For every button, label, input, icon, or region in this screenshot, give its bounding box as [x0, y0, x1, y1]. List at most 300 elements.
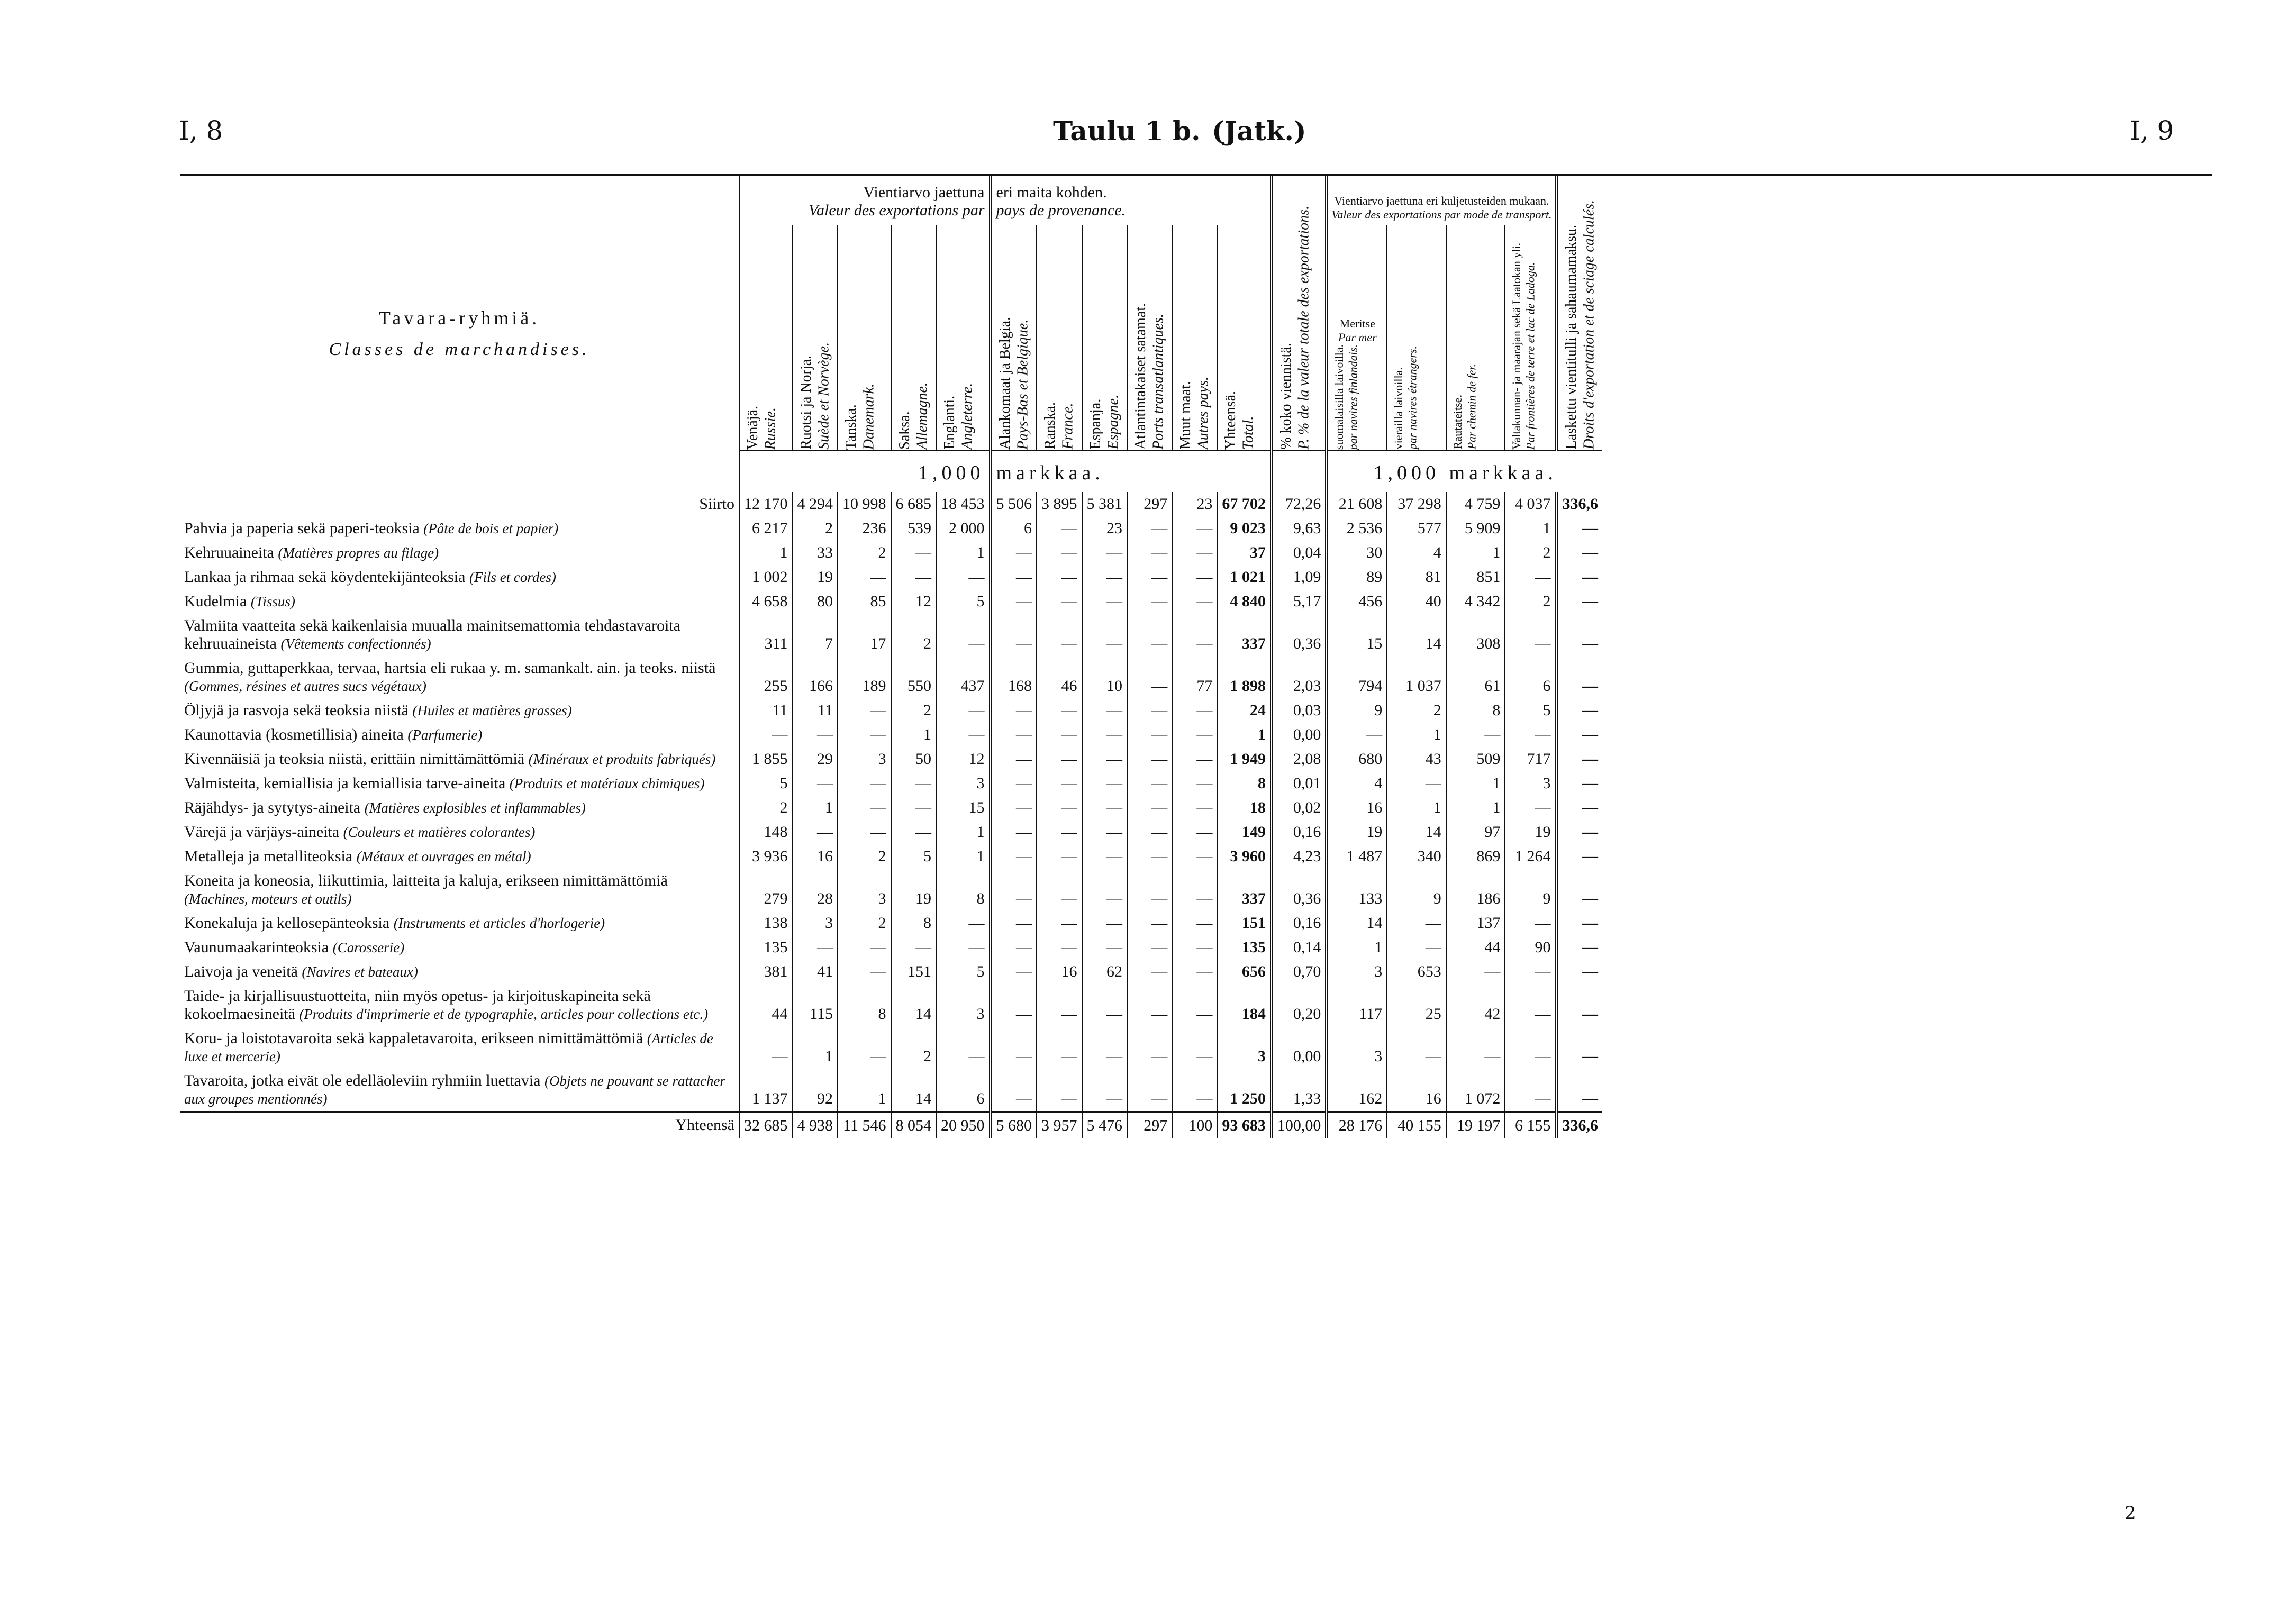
table-cell: — [1557, 984, 1603, 1026]
table-cell: 33 [793, 541, 838, 565]
table-cell: — [1127, 935, 1172, 960]
table-cell: 23 [1172, 492, 1217, 516]
table-cell: 14 [1387, 820, 1446, 844]
row-label [180, 516, 739, 541]
table-cell: — [1127, 844, 1172, 869]
table-cell: — [1082, 723, 1128, 747]
table-cell: — [991, 565, 1037, 589]
table-cell: — [1557, 796, 1603, 820]
footnote-mark: 2 [2125, 1502, 2136, 1524]
table-cell: 85 [838, 589, 891, 614]
table-cell: — [991, 911, 1037, 935]
sea-header-fi: Meritse [1339, 316, 1375, 330]
table-cell: — [838, 723, 891, 747]
table-cell: 6 155 [1505, 1112, 1556, 1138]
table-cell: — [1037, 935, 1082, 960]
table-cell: — [1037, 1069, 1082, 1112]
table-cell: 9 023 [1217, 516, 1272, 541]
table-cell: — [1172, 614, 1217, 656]
table-cell: — [1387, 1026, 1446, 1069]
table-cell: 336,6 [1557, 492, 1603, 516]
table-row [180, 960, 1602, 984]
row-label-fi: Valmiita vaatteita sekä kaikenlaisia muualla mainitsemattomia tehdastavaroita kehruuaineista [184, 617, 680, 652]
table-row [180, 565, 1602, 589]
table-cell: 0,14 [1272, 935, 1327, 960]
table-cell: — [1127, 869, 1172, 911]
table-cell: 717 [1505, 747, 1556, 771]
table-cell: — [838, 1026, 891, 1069]
col-header-foreign-ships: vierailla laivoilla. par navires étrangers. [1387, 225, 1446, 450]
table-cell: 18 [1217, 796, 1272, 820]
table-cell: 115 [793, 984, 838, 1026]
table-cell: — [1037, 820, 1082, 844]
table-cell: 5 [936, 589, 991, 614]
table-cell: 3 [793, 911, 838, 935]
table-cell: — [1037, 911, 1082, 935]
table-cell: 14 [891, 984, 937, 1026]
col-header-transatlantic: Atlantintakaiset satamat. Ports transatlantiques. [1127, 225, 1172, 450]
table-cell: — [1127, 984, 1172, 1026]
table-cell: 0,03 [1272, 698, 1327, 723]
table-cell: — [1505, 984, 1556, 1026]
col-header-denmark: Tanska. Danemark. [838, 225, 891, 450]
table-cell: — [1127, 541, 1172, 565]
table-cell: — [991, 820, 1037, 844]
table-cell: 2 [1505, 541, 1556, 565]
table-cell: — [1557, 911, 1603, 935]
table-cell: 5 909 [1446, 516, 1505, 541]
table-cell: — [991, 844, 1037, 869]
table-cell: — [891, 820, 937, 844]
table-cell: 67 702 [1217, 492, 1272, 516]
table-cell: 1 021 [1217, 565, 1272, 589]
table-cell: — [1037, 869, 1082, 911]
table-cell: — [936, 1026, 991, 1069]
table-row [180, 492, 1602, 516]
row-label-fi: Koru- ja loistotavaroita sekä kappaletavaroita, erikseen nimittämättömiä [184, 1029, 643, 1047]
span-header-right-fr: pays de provenance. [996, 202, 1126, 220]
table-cell: 80 [793, 589, 838, 614]
units-percent-spacer [1272, 450, 1327, 492]
table-cell: — [1505, 1026, 1556, 1069]
table-cell: 92 [793, 1069, 838, 1112]
row-label-fr: (Navires et bateaux) [302, 964, 418, 980]
table-cell: — [1127, 698, 1172, 723]
table-cell: 32 685 [739, 1112, 793, 1138]
table-row [180, 656, 1602, 698]
table-cell: — [1082, 747, 1128, 771]
table-cell: 9,63 [1272, 516, 1327, 541]
table-cell: — [1557, 820, 1603, 844]
table-cell: 1 898 [1217, 656, 1272, 698]
table-cell: 138 [739, 911, 793, 935]
table-cell: — [936, 614, 991, 656]
table-cell: 680 [1327, 747, 1387, 771]
table-cell: — [1446, 723, 1505, 747]
table-cell: — [1387, 911, 1446, 935]
row-label-fi: Öljyjä ja rasvoja sekä teoksia niistä [184, 701, 409, 719]
row-label-fr: (Tissus) [250, 594, 295, 609]
row-label-fi: Kivennäisiä ja teoksia niistä, erittäin nimittämättömiä [184, 750, 525, 768]
table-cell: 20 950 [936, 1112, 991, 1138]
table-cell: — [1037, 541, 1082, 565]
table-cell: 0,20 [1272, 984, 1327, 1026]
table-cell: 2 [838, 541, 891, 565]
row-label-fi: Valmisteita, kemiallisia ja kemiallisia tarve-aineita [184, 774, 506, 792]
table-cell: 15 [936, 796, 991, 820]
table-cell: 93 683 [1217, 1112, 1272, 1138]
group-header [180, 175, 739, 492]
row-label-fr: (Huiles et matières grasses) [412, 703, 572, 718]
table-cell: — [838, 960, 891, 984]
table-cell: — [1172, 820, 1217, 844]
table-cell: — [1557, 723, 1603, 747]
row-label [180, 565, 739, 589]
row-label [180, 541, 739, 565]
table-cell: 1 487 [1327, 844, 1387, 869]
table-cell: — [991, 796, 1037, 820]
table-cell: — [838, 565, 891, 589]
table-cell: — [1505, 796, 1556, 820]
table-cell: 0,00 [1272, 1026, 1327, 1069]
row-label [180, 820, 739, 844]
table-cell: — [1082, 1069, 1128, 1112]
table-cell: 0,16 [1272, 911, 1327, 935]
table-cell: 2 [838, 911, 891, 935]
table-cell: 1 037 [1387, 656, 1446, 698]
table-cell: 0,04 [1272, 541, 1327, 565]
export-table [180, 175, 1602, 1138]
table-cell: 28 [793, 869, 838, 911]
row-label [180, 1026, 739, 1069]
table-cell: 1 [1327, 935, 1387, 960]
col-header-netherlands-belgium: Alankomaat ja Belgia. Pays-Bas et Belgique. [991, 225, 1037, 450]
table-cell: — [1557, 516, 1603, 541]
table-cell: 2 000 [936, 516, 991, 541]
table-cell: 186 [1446, 869, 1505, 911]
table-cell: 5 [1505, 698, 1556, 723]
col-header-other-countries: Muut maat. Autres pays. [1172, 225, 1217, 450]
row-label-fi: Laivoja ja veneitä [184, 963, 298, 980]
table-cell: 97 [1446, 820, 1505, 844]
transport-header-fr: Valeur des exportations par mode de transport. [1331, 208, 1552, 222]
table-cell: 3 [1327, 1026, 1387, 1069]
table-cell: 10 [1082, 656, 1128, 698]
table-cell: — [1505, 960, 1556, 984]
table-cell: — [1172, 1026, 1217, 1069]
row-label-fr: (Objets ne pouvant se rattacher aux groupes mentionnés) [184, 1073, 725, 1107]
table-cell: 133 [1327, 869, 1387, 911]
units-mid: markkaa. [991, 450, 1272, 492]
table-cell: 308 [1446, 614, 1505, 656]
table-cell: — [936, 723, 991, 747]
table-cell: 1 264 [1505, 844, 1556, 869]
table-cell: — [991, 869, 1037, 911]
row-label-fr: (Vêtements confectionnés) [280, 636, 431, 652]
table-cell: — [1127, 820, 1172, 844]
table-cell: — [838, 820, 891, 844]
table-cell: — [1557, 771, 1603, 796]
table-cell: 4 [1387, 541, 1446, 565]
table-cell: — [1505, 911, 1556, 935]
table-cell: — [1327, 723, 1387, 747]
table-cell: — [1037, 614, 1082, 656]
units-left: 1,000 [739, 450, 991, 492]
table-cell: 4 342 [1446, 589, 1505, 614]
table-row [180, 869, 1602, 911]
row-label-fi: Tavaroita, jotka eivät ole edelläoleviin ryhmiin luettavia [184, 1072, 541, 1089]
table-cell: 340 [1387, 844, 1446, 869]
table-cell: 1 250 [1217, 1069, 1272, 1112]
table-cell: — [1082, 869, 1128, 911]
table-cell: 162 [1327, 1069, 1387, 1112]
table-cell: — [991, 984, 1037, 1026]
table-cell: 11 [793, 698, 838, 723]
row-label-fr: (Parfumerie) [407, 727, 483, 743]
table-cell: — [991, 1069, 1037, 1112]
table-cell: 1 [1446, 796, 1505, 820]
table-cell: 6 217 [739, 516, 793, 541]
table-cell: 24 [1217, 698, 1272, 723]
col-header-sweden-norway: Ruotsi ja Norja. Suède et Norvège. [793, 225, 838, 450]
table-cell: 135 [1217, 935, 1272, 960]
table-cell: — [1037, 1026, 1082, 1069]
table-cell: 0,16 [1272, 820, 1327, 844]
table-cell: — [1387, 771, 1446, 796]
table-cell: 1 [1505, 516, 1556, 541]
table-cell: — [991, 771, 1037, 796]
table-cell: 9 [1387, 869, 1446, 911]
table-cell: 72,26 [1272, 492, 1327, 516]
table-cell: 2 [793, 516, 838, 541]
row-label-fi: Yhteensä [675, 1116, 734, 1134]
row-label-fi: Pahvia ja paperia sekä paperi-teoksia [184, 520, 420, 537]
table-row [180, 984, 1602, 1026]
table-cell: — [1172, 516, 1217, 541]
table-cell: — [936, 911, 991, 935]
table-cell: 0,36 [1272, 614, 1327, 656]
table-cell: — [1505, 1069, 1556, 1112]
table-cell: — [1082, 771, 1128, 796]
table-cell: 456 [1327, 589, 1387, 614]
table-cell: 4,23 [1272, 844, 1327, 869]
table-cell: — [793, 935, 838, 960]
table-cell: — [1387, 935, 1446, 960]
transport-header-fi: Vientiarvo jaettuna eri kuljetusteiden mukaan. [1334, 194, 1549, 208]
table-cell: — [1127, 796, 1172, 820]
col-header-germany: Saksa. Allemagne. [891, 225, 937, 450]
table-cell: 7 [793, 614, 838, 656]
table-cell: — [1446, 1026, 1505, 1069]
table-cell: — [1505, 614, 1556, 656]
row-label-fi: Kaunottavia (kosmetillisia) aineita [184, 726, 404, 743]
table-cell: — [838, 698, 891, 723]
table-cell: — [991, 723, 1037, 747]
table-cell: — [1037, 771, 1082, 796]
table-cell: 255 [739, 656, 793, 698]
table-cell: — [1172, 771, 1217, 796]
table-cell: — [1557, 960, 1603, 984]
table-cell: — [1557, 1069, 1603, 1112]
table-title-continued: (Jatk.) [1212, 115, 1306, 147]
table-cell: — [1557, 844, 1603, 869]
table-cell: — [838, 796, 891, 820]
table-cell: — [1557, 747, 1603, 771]
total-label [180, 1112, 739, 1138]
table-cell: 40 155 [1387, 1112, 1446, 1138]
table-cell: 1 [1446, 771, 1505, 796]
table-cell: 794 [1327, 656, 1387, 698]
table-cell: — [1127, 1069, 1172, 1112]
span-header-right [991, 175, 1272, 225]
table-cell: 3 957 [1037, 1112, 1082, 1138]
table-cell: 1,33 [1272, 1069, 1327, 1112]
table-cell: — [1172, 565, 1217, 589]
table-cell: 1 [936, 820, 991, 844]
table-cell: 297 [1127, 1112, 1172, 1138]
table-cell: 19 [1505, 820, 1556, 844]
table-row [180, 1069, 1602, 1112]
row-label-fi: Räjähdys- ja sytytys-aineita [184, 799, 361, 816]
row-label-fr: (Métaux et ouvrages en métal) [356, 849, 531, 864]
row-label-fi: Kudelmia [184, 593, 247, 610]
table-cell: — [1172, 935, 1217, 960]
table-cell: 8 [936, 869, 991, 911]
table-row [180, 796, 1602, 820]
table-row [180, 771, 1602, 796]
table-cell: 3 [838, 869, 891, 911]
table-cell: — [1037, 698, 1082, 723]
table-cell: — [793, 820, 838, 844]
table-cell: — [1172, 589, 1217, 614]
table-cell: — [838, 771, 891, 796]
table-cell: 89 [1327, 565, 1387, 589]
table-cell: — [991, 935, 1037, 960]
row-label-fr: (Carosserie) [332, 940, 405, 955]
table-cell: 2 [1505, 589, 1556, 614]
page-number-left: I, 8 [179, 115, 223, 146]
row-label [180, 614, 739, 656]
table-cell: — [1172, 844, 1217, 869]
table-cell: 5 381 [1082, 492, 1128, 516]
table-cell: 90 [1505, 935, 1556, 960]
table-cell: 5 680 [991, 1112, 1037, 1138]
table-cell: 19 197 [1446, 1112, 1505, 1138]
table-cell: 8 [1446, 698, 1505, 723]
table-cell: — [793, 771, 838, 796]
group-header-fi: Tavara-ryhmiä. [378, 307, 540, 329]
table-cell: 9 [1505, 869, 1556, 911]
table-cell: 2 [891, 1026, 937, 1069]
table-cell: — [1557, 869, 1603, 911]
col-header-land-border: Valtakunnan- ja maarajan sekä Laatokan yli. Par frontières de terre et lac de Ladoga. [1505, 225, 1556, 450]
table-cell: 1 [936, 844, 991, 869]
table-cell: 12 [891, 589, 937, 614]
table-cell: 5 506 [991, 492, 1037, 516]
table-cell: 37 298 [1387, 492, 1446, 516]
table-cell: — [991, 747, 1037, 771]
table-cell: — [739, 723, 793, 747]
table-cell: — [991, 1026, 1037, 1069]
total-row [180, 1112, 1602, 1138]
table-cell: 4 294 [793, 492, 838, 516]
table-row [180, 589, 1602, 614]
row-label [180, 747, 739, 771]
table-cell: 0,00 [1272, 723, 1327, 747]
table-cell: — [1557, 541, 1603, 565]
table-cell: 12 [936, 747, 991, 771]
table-cell: 1 855 [739, 747, 793, 771]
row-label-fr: (Produits d'imprimerie et de typographie, articles pour collections etc.) [299, 1006, 709, 1022]
table-cell: 4 [1327, 771, 1387, 796]
table-cell: 100 [1172, 1112, 1217, 1138]
table-cell: 15 [1327, 614, 1387, 656]
table-row [180, 698, 1602, 723]
table-row [180, 747, 1602, 771]
table-cell: — [891, 796, 937, 820]
row-label-fr: (Produits et matériaux chimiques) [509, 776, 705, 791]
table-cell: — [1037, 844, 1082, 869]
row-label-fi: Konekaluja ja kellosepänteoksia [184, 914, 390, 932]
table-cell: 2 [891, 698, 937, 723]
table-cell: 2 536 [1327, 516, 1387, 541]
span-header-left [739, 175, 991, 225]
table-cell: — [936, 565, 991, 589]
table-cell: 1 [739, 541, 793, 565]
table-cell: 5,17 [1272, 589, 1327, 614]
table-cell: — [1127, 656, 1172, 698]
table-cell: 43 [1387, 747, 1446, 771]
table-cell: 2,08 [1272, 747, 1327, 771]
table-cell: 1 072 [1446, 1069, 1505, 1112]
table-cell: — [1127, 723, 1172, 747]
row-label [180, 796, 739, 820]
table-cell: 4 759 [1446, 492, 1505, 516]
header-span-row [180, 175, 1602, 225]
table-row [180, 1026, 1602, 1069]
table-cell: 50 [891, 747, 937, 771]
table-cell: 5 [891, 844, 937, 869]
row-label [180, 723, 739, 747]
table-cell: — [1082, 589, 1128, 614]
table-cell: 81 [1387, 565, 1446, 589]
row-label-fi: Lankaa ja rihmaa sekä köydentekijänteoksia [184, 568, 466, 586]
table-cell: — [1127, 911, 1172, 935]
table-cell: — [1082, 614, 1128, 656]
table-cell: 0,01 [1272, 771, 1327, 796]
table-cell: 437 [936, 656, 991, 698]
table-cell: 6 [991, 516, 1037, 541]
table-cell: — [1082, 796, 1128, 820]
row-label [180, 589, 739, 614]
table-cell: 1 [793, 796, 838, 820]
table-cell: 23 [1082, 516, 1128, 541]
table-cell: 17 [838, 614, 891, 656]
col-header-duties: Laskettu vientitulli ja sahaumamaksu. Droits d'exportation et de sciage calculés. [1557, 175, 1603, 450]
table-cell: — [936, 935, 991, 960]
table-cell: — [1082, 820, 1128, 844]
table-cell: 29 [793, 747, 838, 771]
col-header-railway: Rautateitse. Par chemin de fer. [1446, 225, 1505, 450]
table-cell: 30 [1327, 541, 1387, 565]
table-cell: 184 [1217, 984, 1272, 1026]
row-label-fi: Kehruuaineita [184, 544, 274, 561]
table-cell: — [1037, 984, 1082, 1026]
table-cell: 37 [1217, 541, 1272, 565]
table-cell: 1 [1217, 723, 1272, 747]
table-cell: 0,02 [1272, 796, 1327, 820]
table-cell: — [793, 723, 838, 747]
